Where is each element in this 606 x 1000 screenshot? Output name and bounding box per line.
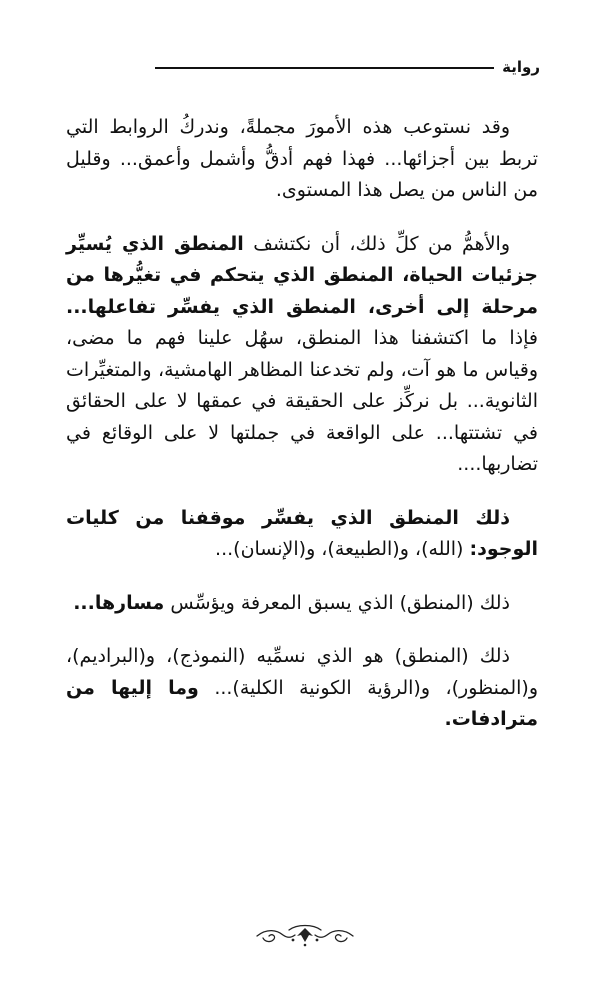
paragraph-3-rest: (الله)، و(الطبيعة)، و(الإنسان)... bbox=[215, 538, 470, 560]
paragraph-4 bbox=[66, 588, 538, 620]
paragraph-3 bbox=[66, 503, 538, 566]
paragraph-1-text: وقد نستوعب هذه الأمورَ مجملةً، وندركُ الروابط التي تربط بين أجزائها... فهذا فهم أدقُّ وأشمل وأعمق... وقليل من الناس من يصل هذا المستوى. bbox=[66, 116, 538, 201]
running-header bbox=[155, 56, 540, 78]
header-rule bbox=[155, 67, 494, 69]
paragraph-5-lead: ذلك (المنطق) هو الذي نسمِّيه (النموذج)، و(البراديم)، و(المنظور)، و(الرؤية الكونية الكلية)... bbox=[66, 645, 538, 699]
paragraph-5-emphasis: وما إليها من مترادفات. bbox=[66, 676, 538, 730]
paragraph-4-emphasis: مسارها... bbox=[73, 591, 165, 614]
paragraph-3-emphasis: ذلك المنطق الذي يفسِّر موقفنا من كليات الوجود: bbox=[66, 506, 538, 560]
paragraph-2-rest: فإذا ما اكتشفنا هذا المنطق، سهُل علينا فهم ما مضى، وقياس ما هو آت، ولم تخدعنا المظاهر الهامشية، والمتغيِّرات الثانوية... بل نركِّز على الحقيقة في عمقها لا على الحقائق في تشتتها... على الواقعة في جملتها لا على الوقائع في تضاربها.... bbox=[66, 327, 538, 475]
paragraph-5 bbox=[66, 641, 538, 736]
body-text bbox=[66, 112, 538, 758]
paragraph-2-emphasis: المنطق الذي يُسيِّر جزئيات الحياة، المنطق الذي يتحكم في تغيُّرها من مرحلة إلى أخرى، المنطق الذي يفسِّر تفاعلها... bbox=[66, 232, 538, 318]
header-title: رواية bbox=[502, 58, 540, 76]
paragraph-2-lead: والأهمُّ من كلِّ ذلك، أن نكتشف bbox=[243, 232, 510, 255]
paragraph-2 bbox=[66, 229, 538, 481]
paragraph-1 bbox=[66, 112, 538, 207]
decorative-flourish-icon bbox=[253, 918, 357, 950]
paragraph-4-lead: ذلك (المنطق) الذي يسبق المعرفة ويؤسِّس bbox=[164, 591, 510, 614]
